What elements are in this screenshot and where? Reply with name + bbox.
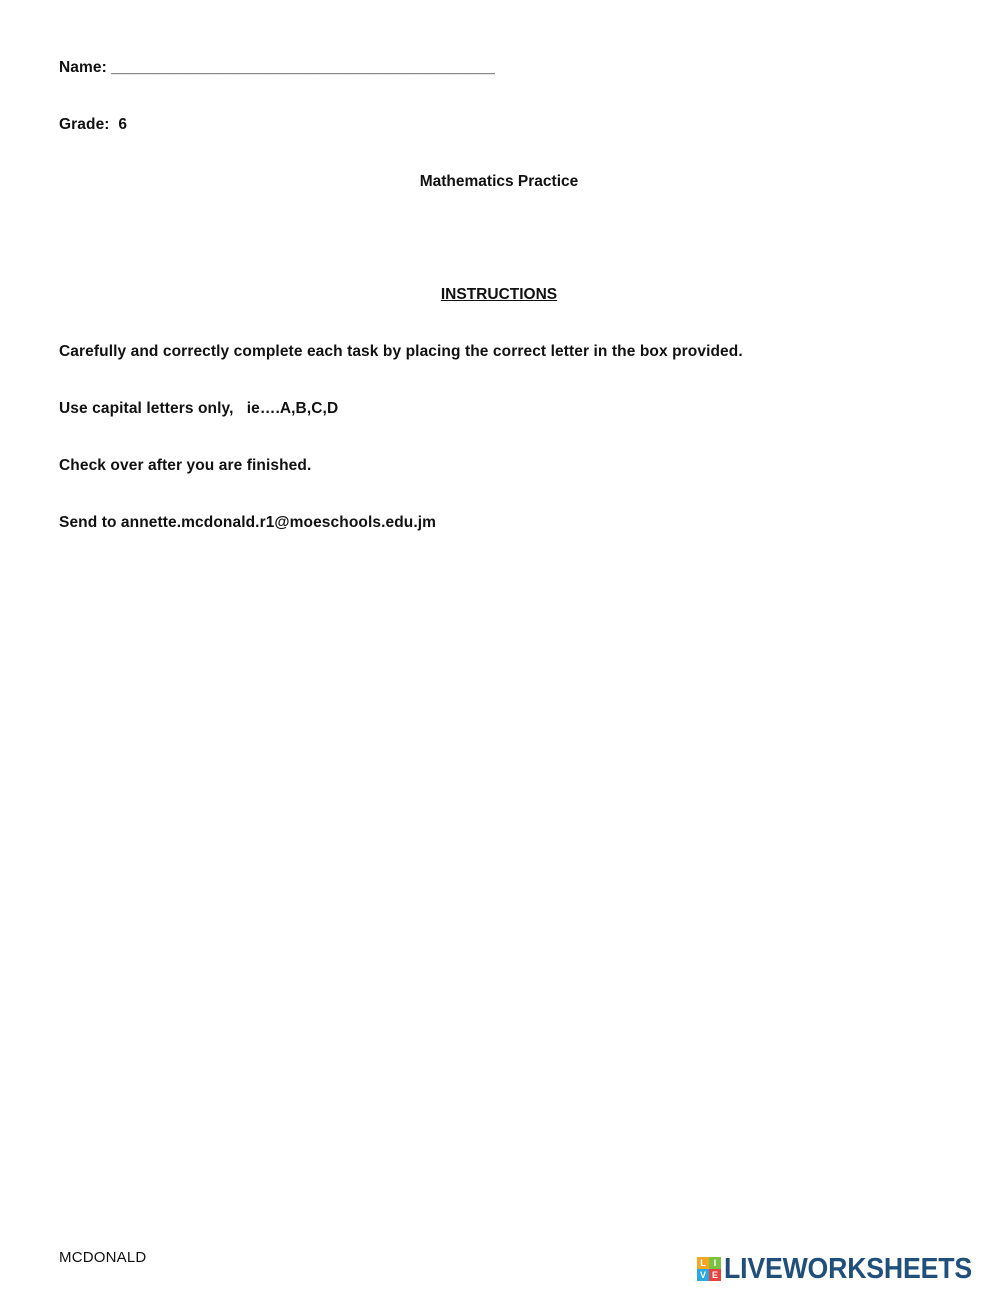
live-cube-icon: [697, 1257, 721, 1281]
liveworksheets-wordmark: LIVEWORKSHEETS: [724, 1253, 972, 1285]
instructions-heading: INSTRUCTIONS: [440, 286, 558, 303]
grade-label: Grade: 6: [59, 116, 128, 133]
cube-letter-e: E: [709, 1269, 721, 1281]
liveworksheets-logo: [697, 1254, 994, 1284]
instruction-capital-letters: Use capital letters only, ie….A,B,C,D: [59, 400, 339, 417]
instruction-complete-tasks: Carefully and correctly complete each task by placing the correct letter in the box provided.: [59, 343, 743, 360]
cube-letter-l: L: [697, 1257, 709, 1269]
cube-letter-i: I: [709, 1257, 721, 1269]
instruction-check-over: Check over after you are finished.: [59, 457, 312, 474]
cube-letter-v: V: [697, 1269, 709, 1281]
instruction-send-email: Send to annette.mcdonald.r1@moeschools.edu.jm: [59, 514, 437, 531]
page-title: Mathematics Practice: [419, 173, 579, 190]
footer-author: MCDONALD: [59, 1249, 147, 1266]
name-field-label: Name: ____________________________________________: [59, 59, 495, 76]
